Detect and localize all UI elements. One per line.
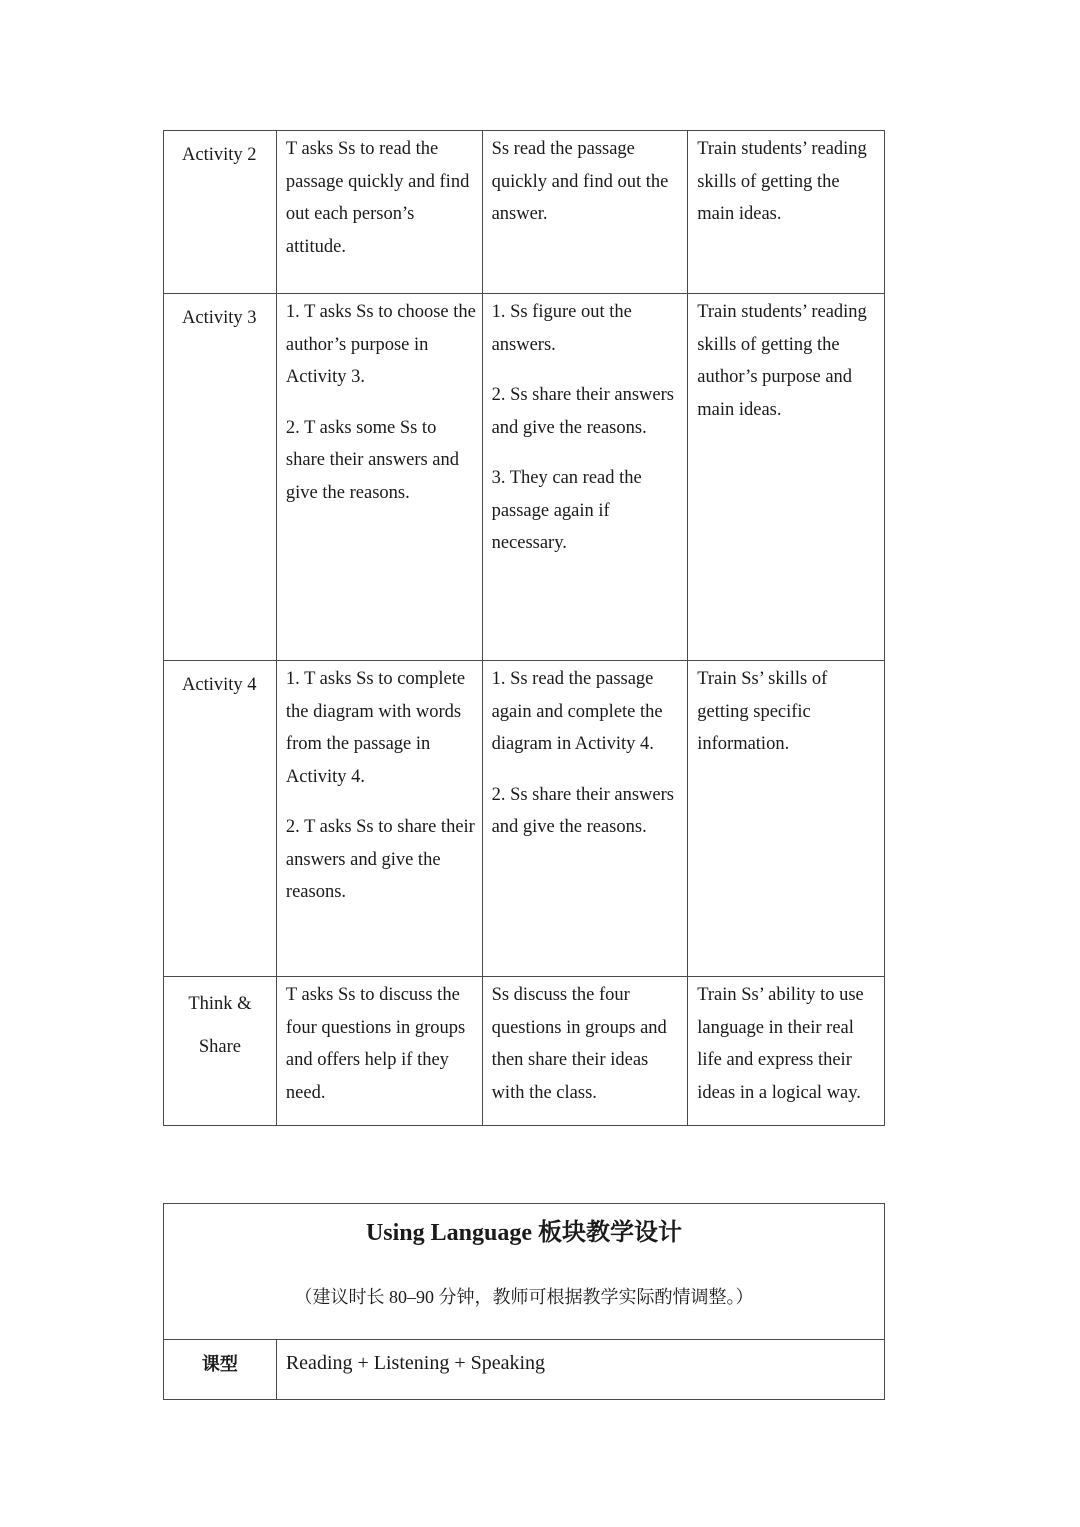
table-row <box>164 1340 885 1400</box>
student-step: Ss read the passage quickly and find out the answer. <box>491 139 669 224</box>
student-activity-cell <box>482 661 688 977</box>
course-type-value: Reading + Listening + Speaking <box>285 1352 546 1374</box>
student-step: 2. Ss share their answers and give the reasons. <box>491 784 674 837</box>
course-type-value-cell <box>276 1340 884 1400</box>
table-row <box>164 131 885 294</box>
student-activity-cell <box>482 977 688 1126</box>
teacher-step: T asks Ss to discuss the four questions in groups and offers help if they need. <box>285 985 466 1103</box>
table-row <box>164 1204 885 1340</box>
purpose-text: Train students’ reading skills of getting the main ideas. <box>697 139 867 224</box>
teacher-step: 2. T asks Ss to share their answers and give the reasons. <box>285 817 475 902</box>
student-step: 1. Ss figure out the answers. <box>491 302 632 355</box>
student-activity-cell <box>482 131 688 294</box>
using-language-table <box>163 1203 885 1400</box>
activity-table <box>163 130 885 1126</box>
activity-label-line2: Share <box>198 1037 242 1057</box>
student-step: 2. Ss share their answers and give the reasons. <box>491 385 674 438</box>
activity-label-cell <box>164 294 277 661</box>
activity-label: Activity 4 <box>182 675 257 695</box>
course-type-label: 课型 <box>201 1354 238 1374</box>
purpose-cell <box>688 294 885 661</box>
purpose-cell <box>688 977 885 1126</box>
purpose-cell <box>688 661 885 977</box>
table-row <box>164 977 885 1126</box>
purpose-text: Train Ss’ ability to use language in their real life and express their ideas in a logical way. <box>697 985 864 1103</box>
activity-label-line1: Think & <box>188 994 252 1014</box>
teacher-activity-cell <box>276 294 482 661</box>
student-activity-cell <box>482 294 688 661</box>
activity-label: Activity 3 <box>182 308 257 328</box>
teacher-step: 1. T asks Ss to choose the author’s purpose in Activity 3. <box>285 302 476 387</box>
activity-label-cell <box>164 661 277 977</box>
section-header-cell <box>164 1204 885 1340</box>
course-type-label-cell <box>164 1340 277 1400</box>
student-step: 3. They can read the passage again if necessary. <box>491 468 642 553</box>
section-note: （建议时长 80–90 分钟，教师可根据教学实际酌情调整。） <box>294 1287 754 1307</box>
purpose-text: Train Ss’ skills of getting specific information. <box>697 669 828 754</box>
purpose-text: Train students’ reading skills of getting the author’s purpose and main ideas. <box>697 302 867 420</box>
teacher-step: 2. T asks some Ss to share their answers and give the reasons. <box>285 417 460 503</box>
table-row <box>164 294 885 661</box>
table-row <box>164 661 885 977</box>
activity-label-cell <box>164 131 277 294</box>
teacher-activity-cell <box>276 977 482 1126</box>
teacher-activity-cell <box>276 131 482 294</box>
teacher-step: 1. T asks Ss to complete the diagram with words from the passage in Activity 4. <box>285 669 466 787</box>
activity-label: Activity 2 <box>182 145 257 165</box>
teacher-activity-cell <box>276 661 482 977</box>
section-title: Using Language 板块教学设计 <box>365 1220 683 1246</box>
student-step: 1. Ss read the passage again and complete the diagram in Activity 4. <box>491 669 663 754</box>
purpose-cell <box>688 131 885 294</box>
teacher-step: T asks Ss to read the passage quickly and find out each person’s attitude. <box>285 139 470 257</box>
activity-label-cell <box>164 977 277 1126</box>
student-step: Ss discuss the four questions in groups and then share their ideas with the class. <box>491 985 667 1103</box>
